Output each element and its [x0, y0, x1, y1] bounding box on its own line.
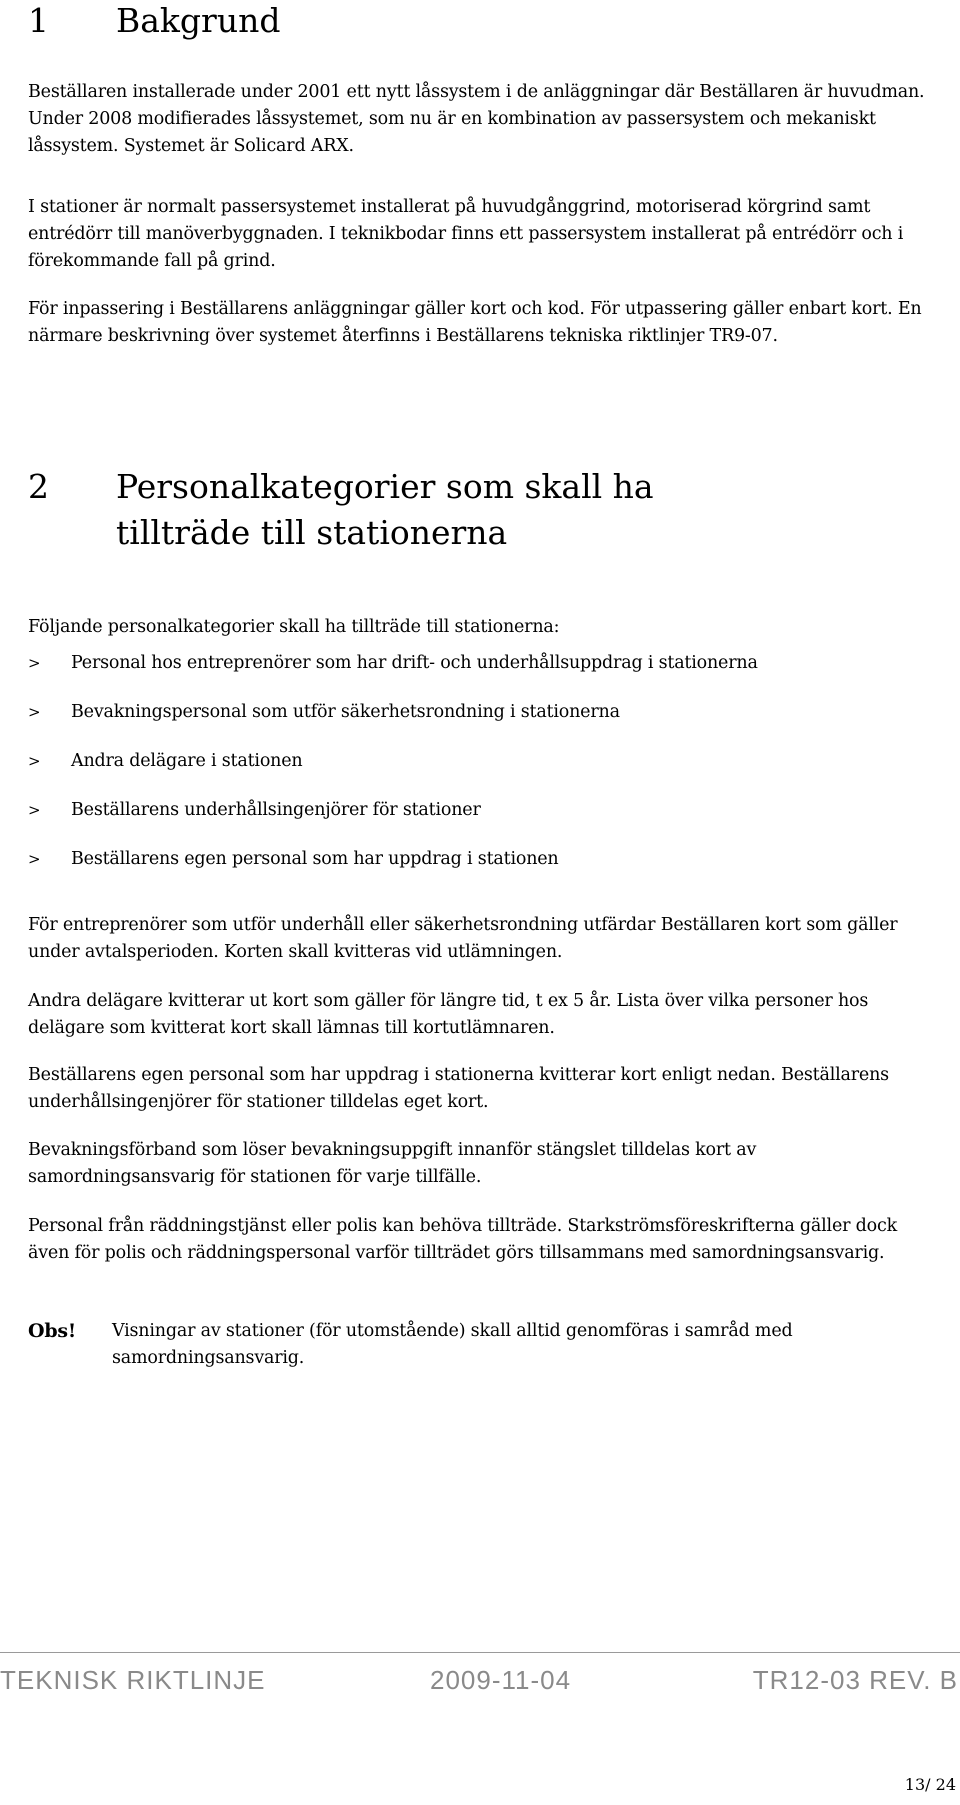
section-2-number: 2 [28, 467, 49, 506]
section-1-paragraph-2: I stationer är normalt passersystemet installerat på huvudgånggrind, motoriserad körgrind samt entrédörr till manöverbyggnaden. I teknikbodar finns ett passersystem installerat på entrédörr och i förekommande fall på grind. [28, 197, 904, 271]
footer-document-type: TEKNISK RIKTLINJE [0, 1665, 266, 1695]
page-number: 13/ 24 [904, 1775, 956, 1794]
section-2-intro: Följande personalkategorier skall ha tillträde till stationerna: [28, 617, 560, 637]
section-2-heading [28, 464, 654, 556]
section-2-title [116, 464, 654, 556]
note-label: Obs! [28, 1320, 77, 1342]
section-2-title-line-2: tillträde till stationerna [116, 513, 508, 552]
section-2-paragraph-3: Beställarens egen personal som har uppdrag i stationerna kvitterar kort enligt nedan. Beställarens underhållsingenjörer för stationer tilldelas eget kort. [28, 1065, 889, 1112]
section-1-heading [28, 0, 280, 42]
list-item-text: Andra delägare i stationen [71, 751, 303, 771]
section-2-title-line-1: Personalkategorier som skall ha [116, 467, 654, 506]
list-item [28, 699, 928, 748]
section-1-title: Bakgrund [116, 1, 281, 40]
personnel-category-list [28, 650, 928, 895]
section-2-paragraph-5: Personal från räddningstjänst eller polis kan behöva tillträde. Starkströmsföreskrifterna gäller dock även för polis och räddningspersonal varför tillträdet görs tillsammans med samordningsansvarig. [28, 1216, 897, 1263]
footer-date: 2009-11-04 [430, 1665, 572, 1695]
bullet-marker: > [28, 752, 41, 770]
list-item [28, 748, 928, 797]
list-item-text: Personal hos entreprenörer som har drift- och underhållsuppdrag i stationerna [71, 653, 758, 673]
section-1-paragraph-3: För inpassering i Beställarens anläggningar gäller kort och kod. För utpassering gäller enbart kort. En närmare beskrivning över systemet återfinns i Beställarens tekniska riktlinjer TR9-07. [28, 299, 922, 346]
footer-divider [0, 1652, 960, 1653]
section-1-paragraph-1: Beställaren installerade under 2001 ett nytt låssystem i de anläggningar där Beställaren är huvudman. Under 2008 modifierades låssystemet, som nu är en kombination av passersystem och mekaniskt låssystem. Systemet är Solicard ARX. [28, 82, 925, 156]
footer-revision: TR12-03 REV. B [752, 1665, 958, 1695]
note-text: Visningar av stationer (för utomstående) skall alltid genomföras i samråd med samordningsansvarig. [112, 1321, 793, 1368]
note [28, 1318, 928, 1372]
list-item-text: Beställarens underhållsingenjörer för stationer [71, 800, 481, 820]
list-item-text: Bevakningspersonal som utför säkerhetsrondning i stationerna [71, 702, 620, 722]
section-2-paragraph-2: Andra delägare kvitterar ut kort som gäller för längre tid, t ex 5 år. Lista över vilka personer hos delägare som kvitterat kort skall lämnas till kortutlämnaren. [28, 991, 869, 1038]
bullet-marker: > [28, 703, 41, 721]
bullet-marker: > [28, 850, 41, 868]
list-item-text: Beställarens egen personal som har uppdrag i stationen [71, 849, 559, 869]
bullet-marker: > [28, 801, 41, 819]
section-2-paragraph-1: För entreprenörer som utför underhåll eller säkerhetsrondning utfärdar Beställaren kort som gäller under avtalsperioden. Korten skall kvitteras vid utlämningen. [28, 915, 898, 962]
list-item [28, 846, 928, 895]
section-1-number: 1 [28, 1, 49, 40]
list-item [28, 650, 928, 699]
list-item [28, 797, 928, 846]
section-2-paragraph-4: Bevakningsförband som löser bevakningsuppgift innanför stängslet tilldelas kort av samordningsansvarig för stationen för varje tillfälle. [28, 1140, 757, 1187]
bullet-marker: > [28, 654, 41, 672]
